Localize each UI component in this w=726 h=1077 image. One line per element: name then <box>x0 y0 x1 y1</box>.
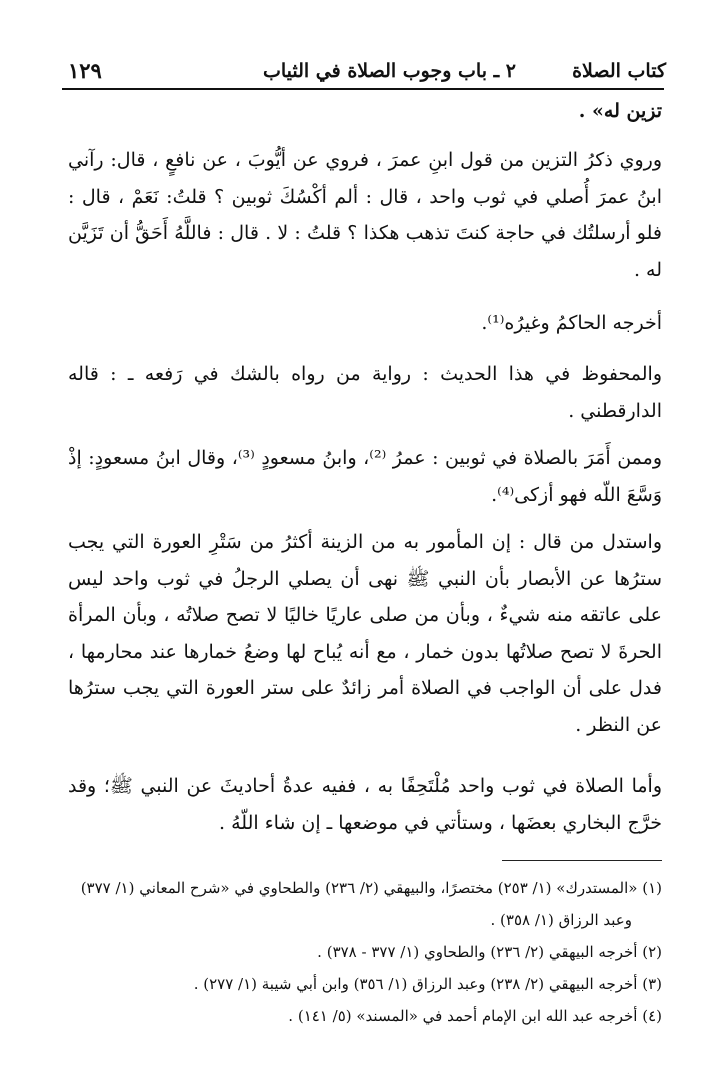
footnote-4: (٤) أخرجه عبد الله ابن الإمام أحمد في «المسند» (٥/ ١٤١) . <box>288 1007 662 1025</box>
paragraph-text: واستدل من قال : إن المأمور به من الزينة أكثرُ من سَتْرِ العورة التي يجب سترُها عن الأبصار بأن النبي ﷺ نهى أن يصلي الرجلُ في ثوب واحد ليس على عاتقه منه شيءٌ ، وبأن من صلى عاريًا خاليًا لا تصح صلاتُه ، وبأن المرأة الحرةَ لا تصح صلاتُها بدون خمار ، مع أنه يُباح لها وضعُ خمارها عند محارمها ، فدل على أن الواجب في الصلاة أمر زائدٌ على ستر العورة التي يجب سترُها عن النظر . <box>68 531 662 736</box>
paragraph-3 <box>68 356 662 429</box>
running-header <box>60 58 666 88</box>
header-divider <box>62 88 664 90</box>
paragraph-text: وممن أَمَرَ بالصلاة في ثوبين : عمرُ ⁽²⁾، وابنُ مسعودٍ ⁽³⁾، وقال ابنُ مسعودٍ: إذْ وَسَّعَ اللّه فهو أزكى⁽⁴⁾. <box>68 447 663 506</box>
book-title: كتاب الصلاة <box>572 60 666 82</box>
page-number: ١٢٩ <box>68 58 102 83</box>
paragraph-text: والمحفوظ في هذا الحديث : رواية من رواه بالشك في رَفعه ـ : قاله الدارقطني . <box>68 363 662 422</box>
footnote-divider <box>502 860 662 861</box>
footnote-3: (٣) أخرجه البيهقي (٢/ ٢٣٨) وعبد الرزاق (١/ ٣٥٦) وابن أبي شيبة (١/ ٢٧٧) . <box>193 975 662 993</box>
opening-fragment: تزين له» . <box>578 100 662 122</box>
paragraph-4 <box>68 440 662 513</box>
paragraph-5 <box>68 524 662 743</box>
paragraph-2 <box>68 305 662 342</box>
paragraph-text: أخرجه الحاكمُ وغيرُه⁽¹⁾. <box>481 312 662 334</box>
footnote-1: (١) «المستدرك» (١/ ٢٥٣) مختصرًا، والبيهقي (٢/ ٢٣٦) والطحاوي في «شرح المعاني (١/ ٣٧٧) <box>80 879 662 897</box>
paragraph-text: وأما الصلاة في ثوب واحد مُلْتَحِفًا به ، ففيه عدةُ أحاديثَ عن النبي ﷺ؛ وقد خرَّج البخاري بعضَها ، وستأتي في موضعها ـ إن شاء اللّهُ . <box>68 775 662 834</box>
footnote-2: (٢) أخرجه البيهقي (٢/ ٢٣٦) والطحاوي (١/ ٣٧٧ - ٣٧٨) . <box>317 943 662 961</box>
paragraph-1 <box>68 142 662 288</box>
paragraph-6 <box>68 768 662 841</box>
paragraph-text: وروي ذكرُ التزين من قول ابنِ عمرَ ، فروي عن أيُّوبَ ، عن نافعٍ ، قال: رآني ابنُ عمرَ أُصلي في ثوب واحد ، قال : ألم أكْسُكَ ثوبين ؟ قلتُ: نَعَمْ ، قال : فلو أرسلتُك في حاجة كنتَ تذهب هكذا ؟ قلتُ : لا . قال : فاللَّهُ أَحَقُّ أن تَزَيَّن له . <box>68 149 662 281</box>
footnote-1-continued: وعبد الرزاق (١/ ٣٥٨) . <box>490 911 632 929</box>
footnotes <box>66 872 662 1032</box>
chapter-title: ٢ ـ باب وجوب الصلاة في الثياب <box>262 60 516 82</box>
